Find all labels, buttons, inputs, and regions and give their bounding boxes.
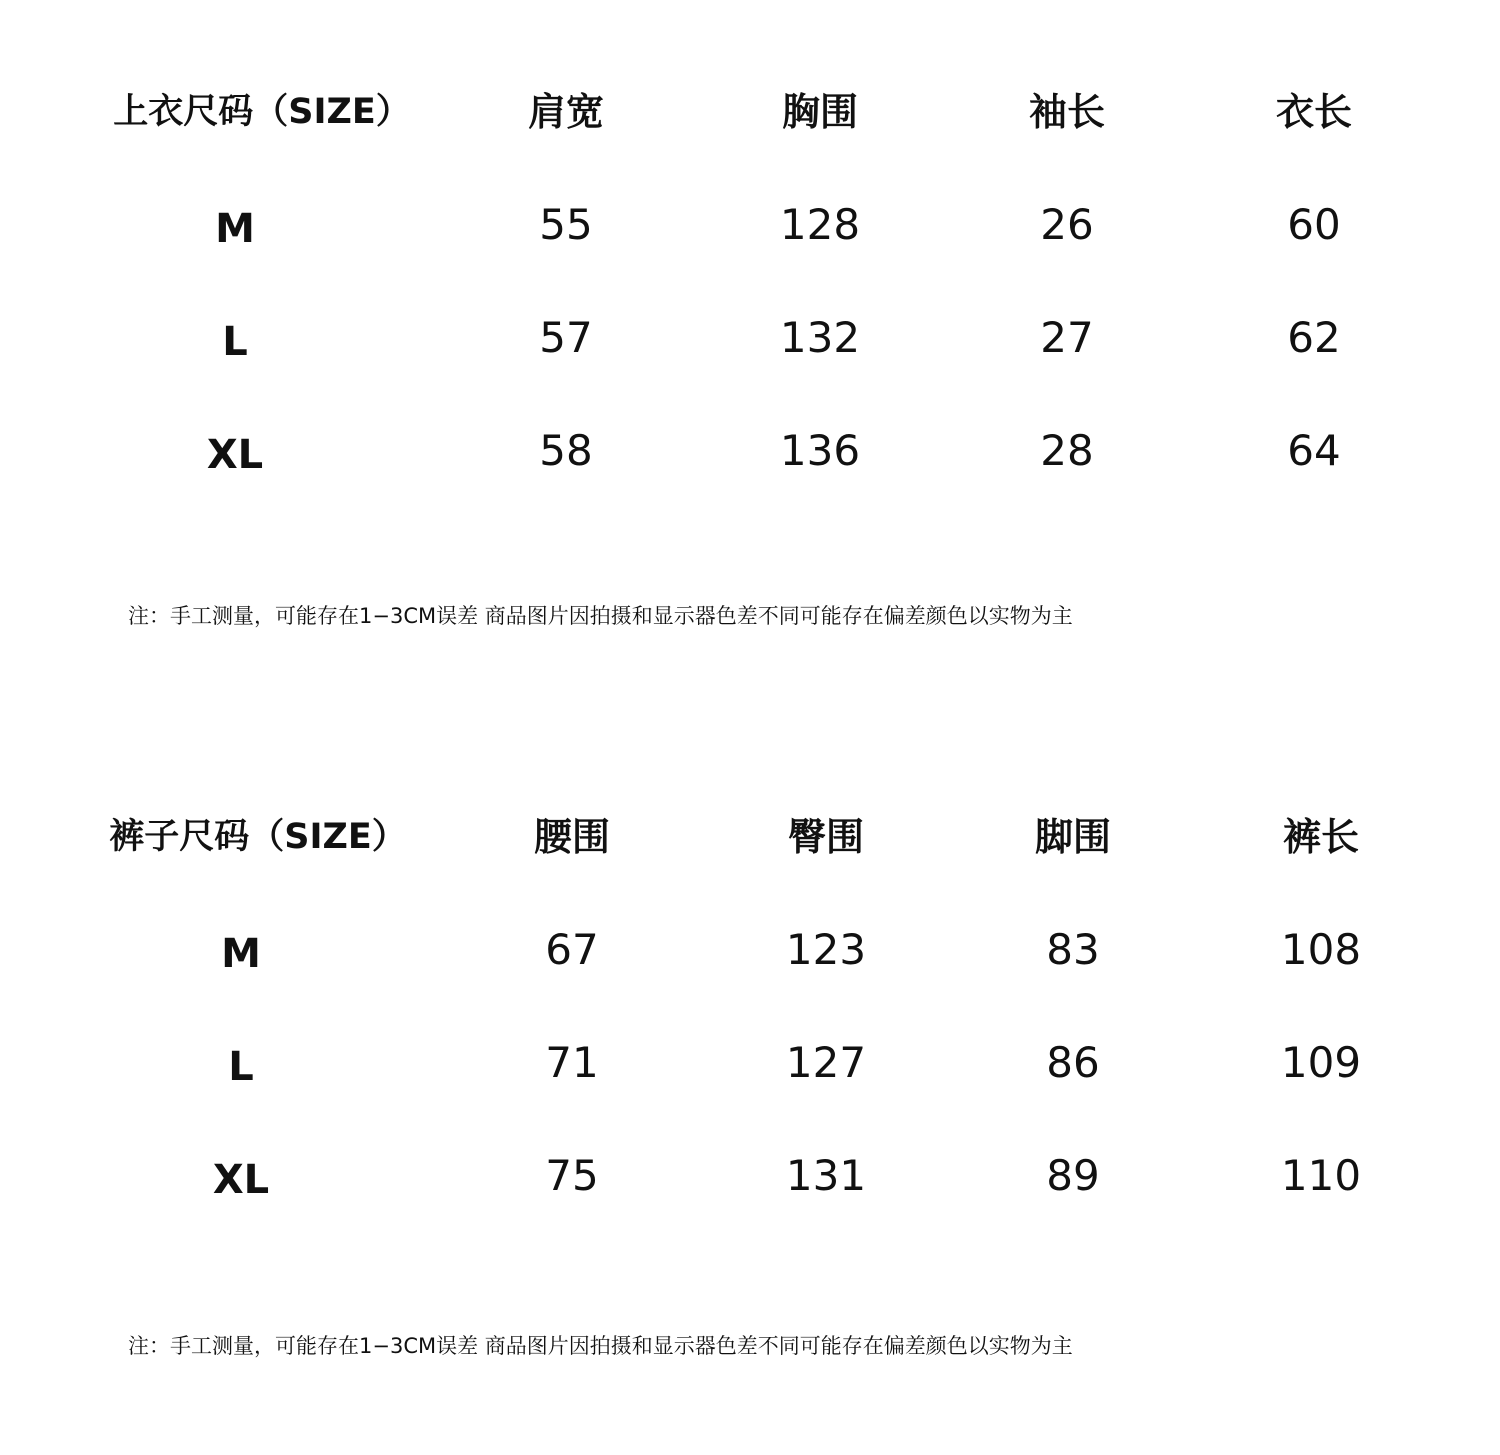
table-cell: 89 (1046, 1151, 1100, 1200)
table-cell: 26 (1040, 200, 1094, 249)
header-cell: 裤长 (1282, 815, 1359, 859)
header-label: 裤子尺码（SIZE） (109, 817, 407, 857)
table-cell: 67 (545, 925, 599, 974)
size-name: M (215, 206, 255, 252)
table-cell: 109 (1280, 1038, 1362, 1087)
table-cell: 64 (1287, 426, 1341, 475)
table-cell: 136 (779, 426, 861, 475)
table-cell: 110 (1280, 1151, 1362, 1200)
table-cell: 71 (545, 1038, 599, 1087)
header-cell: 脚围 (1034, 815, 1111, 859)
table-cell: 128 (779, 200, 861, 249)
header-cell: 衣长 (1275, 90, 1352, 134)
bottom-size-table (0, 805, 1500, 1257)
measurement-note: 注：手工测量，可能存在1−3CM误差 商品图片因拍摄和显示器色差不同可能存在偏差颜色以实物为主 (128, 1334, 1073, 1358)
table-cell: 127 (785, 1038, 867, 1087)
header-cell: 袖长 (1028, 90, 1105, 134)
table-cell: 60 (1287, 200, 1341, 249)
table-row (0, 1144, 1500, 1257)
table-row (0, 193, 1500, 306)
table-row (0, 419, 1500, 532)
header-cell: 肩宽 (527, 90, 604, 134)
table-cell: 123 (785, 925, 867, 974)
table-cell: 27 (1040, 313, 1094, 362)
table-header-row (0, 80, 1500, 193)
header-cell: 胸围 (781, 90, 858, 134)
table-cell: 58 (539, 426, 593, 475)
size-name: XL (212, 1157, 270, 1203)
table-row (0, 1031, 1500, 1144)
table-cell: 28 (1040, 426, 1094, 475)
table-row (0, 918, 1500, 1031)
size-name: M (221, 931, 261, 977)
table-cell: 83 (1046, 925, 1100, 974)
header-label: 上衣尺码（SIZE） (113, 92, 411, 132)
table-cell: 132 (779, 313, 861, 362)
size-name: L (228, 1044, 254, 1090)
table-cell: 62 (1287, 313, 1341, 362)
table-cell: 55 (539, 200, 593, 249)
size-name: L (222, 319, 248, 365)
table-row (0, 306, 1500, 419)
table-cell: 86 (1046, 1038, 1100, 1087)
measurement-note: 注：手工测量，可能存在1−3CM误差 商品图片因拍摄和显示器色差不同可能存在偏差颜色以实物为主 (128, 604, 1073, 628)
table-cell: 57 (539, 313, 593, 362)
header-cell: 臀围 (787, 815, 864, 859)
table-cell: 108 (1280, 925, 1362, 974)
header-cell: 腰围 (533, 815, 610, 859)
size-name: XL (206, 432, 264, 478)
table-header-row (0, 805, 1500, 918)
top-size-table (0, 80, 1500, 532)
table-cell: 131 (785, 1151, 867, 1200)
table-cell: 75 (545, 1151, 599, 1200)
